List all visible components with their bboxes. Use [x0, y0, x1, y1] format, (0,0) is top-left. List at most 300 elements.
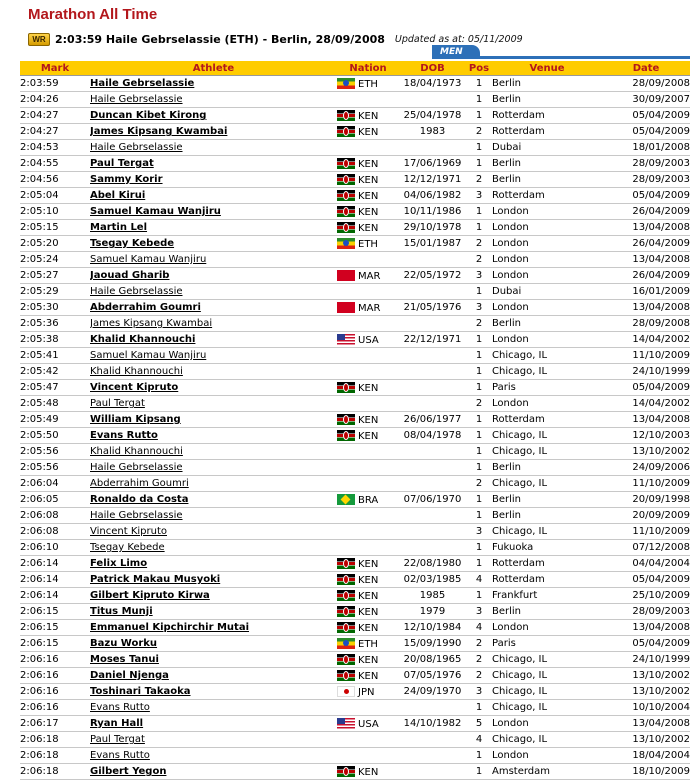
nation-cell	[337, 268, 399, 284]
nation-code: BRA	[358, 494, 379, 506]
mark-cell: 2:05:42	[20, 364, 90, 380]
flag-ken-icon	[337, 222, 355, 233]
dob-cell	[399, 508, 466, 524]
athlete-cell	[90, 716, 337, 732]
date-cell: 28/09/2003	[602, 156, 690, 172]
venue-cell: Amsterdam	[492, 764, 602, 780]
athlete-cell	[90, 460, 337, 476]
table-row	[20, 428, 690, 444]
dob-cell	[399, 444, 466, 460]
athlete-link[interactable]: Ronaldo da Costa	[90, 494, 189, 505]
flag-ken-icon	[337, 606, 355, 617]
mark-cell: 2:06:05	[20, 492, 90, 508]
athlete-link[interactable]: Gilbert Yegon	[90, 766, 167, 777]
pos-cell: 1	[466, 492, 492, 508]
mark-cell: 2:06:18	[20, 764, 90, 780]
header-athlete[interactable]: Athlete	[90, 61, 337, 76]
athlete-link[interactable]: Vincent Kipruto	[90, 526, 167, 537]
updated-date: Updated as at: 05/11/2009	[394, 33, 523, 45]
pos-cell: 1	[466, 588, 492, 604]
table-row	[20, 732, 690, 748]
mark-cell: 2:06:16	[20, 684, 90, 700]
dob-cell: 22/12/1971	[399, 332, 466, 348]
table-row	[20, 332, 690, 348]
athlete-cell	[90, 428, 337, 444]
athlete-link[interactable]: Patrick Makau Musyoki	[90, 574, 221, 585]
table-row	[20, 556, 690, 572]
flag-mar-icon	[337, 270, 355, 281]
athlete-link[interactable]: Abel Kirui	[90, 190, 146, 201]
date-cell: 13/10/2002	[602, 732, 690, 748]
athlete-cell	[90, 380, 337, 396]
flag-ken-icon	[337, 414, 355, 425]
venue-cell: London	[492, 396, 602, 412]
athlete-cell	[90, 108, 337, 124]
pos-cell: 1	[466, 508, 492, 524]
athlete-link[interactable]: Sammy Korir	[90, 174, 163, 185]
mark-cell: 2:05:56	[20, 444, 90, 460]
athlete-link[interactable]: Tsegay Kebede	[90, 238, 175, 249]
dob-cell: 18/04/1973	[399, 76, 466, 92]
table-row	[20, 620, 690, 636]
athlete-link[interactable]: Titus Munji	[90, 606, 153, 617]
date-cell: 11/10/2009	[602, 348, 690, 364]
table-row	[20, 460, 690, 476]
athlete-cell	[90, 508, 337, 524]
athlete-cell	[90, 140, 337, 156]
athlete-link[interactable]: Abderrahim Goumri	[90, 478, 189, 489]
table-row	[20, 220, 690, 236]
venue-cell: Berlin	[492, 76, 602, 92]
venue-cell: Chicago, IL	[492, 428, 602, 444]
flag-ken-icon	[337, 110, 355, 121]
nation-cell	[337, 524, 399, 540]
nation-code: KEN	[358, 670, 379, 682]
venue-cell: Dubai	[492, 284, 602, 300]
table-row	[20, 524, 690, 540]
athlete-cell	[90, 444, 337, 460]
dob-cell	[399, 252, 466, 268]
wr-badge-icon: WR	[28, 33, 50, 46]
pos-cell: 2	[466, 476, 492, 492]
athlete-link[interactable]: Haile Gebrselassie	[90, 462, 183, 473]
athlete-cell	[90, 476, 337, 492]
mark-cell: 2:05:36	[20, 316, 90, 332]
nation-code: KEN	[358, 558, 379, 570]
athlete-link[interactable]: Haile Gebrselassie	[90, 142, 183, 153]
venue-cell: Chicago, IL	[492, 732, 602, 748]
athlete-link[interactable]: Evans Rutto	[90, 750, 150, 761]
dob-cell: 1985	[399, 588, 466, 604]
athlete-link[interactable]: Martin Lel	[90, 222, 148, 233]
table-row	[20, 508, 690, 524]
table-row	[20, 172, 690, 188]
venue-cell: Rotterdam	[492, 556, 602, 572]
athlete-link[interactable]: Toshinari Takaoka	[90, 686, 191, 697]
dob-cell: 20/08/1965	[399, 652, 466, 668]
table-row	[20, 252, 690, 268]
dob-cell: 25/04/1978	[399, 108, 466, 124]
athlete-link[interactable]: Samuel Kamau Wanjiru	[90, 206, 221, 217]
table-row	[20, 396, 690, 412]
dob-cell: 07/06/1970	[399, 492, 466, 508]
venue-cell: Berlin	[492, 492, 602, 508]
pos-cell: 2	[466, 252, 492, 268]
nation-code: KEN	[358, 382, 379, 394]
athlete-cell	[90, 76, 337, 92]
nation-cell	[337, 76, 399, 92]
pos-cell: 1	[466, 556, 492, 572]
athlete-link[interactable]: Paul Tergat	[90, 734, 145, 745]
athlete-cell	[90, 316, 337, 332]
header-date[interactable]: Date	[602, 61, 690, 76]
date-cell: 11/10/2009	[602, 476, 690, 492]
dob-cell: 15/01/1987	[399, 236, 466, 252]
mark-cell: 2:06:16	[20, 652, 90, 668]
mark-cell: 2:04:26	[20, 92, 90, 108]
nation-cell	[337, 604, 399, 620]
pos-cell: 4	[466, 732, 492, 748]
flag-ken-icon	[337, 382, 355, 393]
date-cell: 13/04/2008	[602, 716, 690, 732]
date-cell: 25/10/2009	[602, 588, 690, 604]
mark-cell: 2:04:27	[20, 108, 90, 124]
athlete-link[interactable]: James Kipsang Kwambai	[90, 318, 213, 329]
athlete-link[interactable]: Gilbert Kipruto Kirwa	[90, 590, 210, 601]
table-row	[20, 636, 690, 652]
athlete-cell	[90, 396, 337, 412]
date-cell: 13/10/2002	[602, 684, 690, 700]
dob-cell: 24/09/1970	[399, 684, 466, 700]
mark-cell: 2:05:10	[20, 204, 90, 220]
pos-cell: 1	[466, 700, 492, 716]
date-cell: 18/04/2004	[602, 748, 690, 764]
nation-cell	[337, 556, 399, 572]
pos-cell: 1	[466, 220, 492, 236]
athlete-link[interactable]: Moses Tanui	[90, 654, 159, 665]
nation-cell	[337, 284, 399, 300]
athlete-cell	[90, 204, 337, 220]
flag-ken-icon	[337, 590, 355, 601]
dob-cell: 08/04/1978	[399, 428, 466, 444]
venue-cell: Dubai	[492, 140, 602, 156]
pos-cell: 1	[466, 460, 492, 476]
nation-code: KEN	[358, 622, 379, 634]
dob-cell	[399, 348, 466, 364]
mark-cell: 2:05:20	[20, 236, 90, 252]
pos-cell: 1	[466, 332, 492, 348]
flag-eth-icon	[337, 238, 355, 249]
nation-cell	[337, 332, 399, 348]
venue-cell: London	[492, 300, 602, 316]
athlete-link[interactable]: Haile Gebrselassie	[90, 510, 183, 521]
table-row	[20, 348, 690, 364]
date-cell: 13/10/2002	[602, 668, 690, 684]
athlete-link[interactable]: Paul Tergat	[90, 398, 145, 409]
nation-cell	[337, 156, 399, 172]
flag-mar-icon	[337, 302, 355, 313]
nation-cell	[337, 300, 399, 316]
pos-cell: 1	[466, 92, 492, 108]
pos-cell: 1	[466, 540, 492, 556]
athlete-cell	[90, 252, 337, 268]
pos-cell: 2	[466, 172, 492, 188]
table-row	[20, 604, 690, 620]
mark-cell: 2:04:55	[20, 156, 90, 172]
date-cell: 30/09/2007	[602, 92, 690, 108]
date-cell: 13/04/2008	[602, 300, 690, 316]
table-row	[20, 108, 690, 124]
table-row	[20, 476, 690, 492]
flag-ken-icon	[337, 670, 355, 681]
venue-cell: Paris	[492, 380, 602, 396]
pos-cell: 3	[466, 268, 492, 284]
nation-cell	[337, 572, 399, 588]
athlete-cell	[90, 348, 337, 364]
athlete-cell	[90, 268, 337, 284]
athlete-cell	[90, 668, 337, 684]
table-row	[20, 572, 690, 588]
pos-cell: 4	[466, 620, 492, 636]
header-mark[interactable]: Mark	[20, 61, 90, 76]
header-venue[interactable]: Venue	[492, 61, 602, 76]
mark-cell: 2:06:16	[20, 668, 90, 684]
athlete-link[interactable]: Samuel Kamau Wanjiru	[90, 350, 207, 361]
athlete-cell	[90, 620, 337, 636]
nation-code: ETH	[358, 638, 378, 650]
date-cell: 24/09/2006	[602, 460, 690, 476]
date-cell: 28/09/2008	[602, 316, 690, 332]
athlete-link[interactable]: Daniel Njenga	[90, 670, 169, 681]
athlete-link[interactable]: Tsegay Kebede	[90, 542, 165, 553]
pos-cell: 3	[466, 604, 492, 620]
dob-cell: 17/06/1969	[399, 156, 466, 172]
date-cell: 18/10/2009	[602, 764, 690, 780]
mark-cell: 2:05:50	[20, 428, 90, 444]
athlete-link[interactable]: Bazu Worku	[90, 638, 158, 649]
table-row	[20, 300, 690, 316]
pos-cell: 3	[466, 300, 492, 316]
venue-cell: Rotterdam	[492, 188, 602, 204]
date-cell: 28/09/2003	[602, 604, 690, 620]
athlete-link[interactable]: Ryan Hall	[90, 718, 144, 729]
athlete-cell	[90, 700, 337, 716]
athlete-cell	[90, 604, 337, 620]
athlete-link[interactable]: James Kipsang Kwambai	[90, 126, 228, 137]
flag-ken-icon	[337, 206, 355, 217]
date-cell: 14/04/2002	[602, 332, 690, 348]
dob-cell: 22/05/1972	[399, 268, 466, 284]
nation-code: KEN	[358, 206, 379, 218]
page-title: Marathon All Time	[28, 6, 158, 23]
athlete-link[interactable]: Samuel Kamau Wanjiru	[90, 254, 207, 265]
date-cell: 20/09/2009	[602, 508, 690, 524]
table-row	[20, 540, 690, 556]
athlete-link[interactable]: Khalid Khannouchi	[90, 366, 183, 377]
athlete-cell	[90, 188, 337, 204]
athlete-link[interactable]: Paul Tergat	[90, 158, 154, 169]
dob-cell	[399, 92, 466, 108]
nation-code: USA	[358, 334, 379, 346]
pos-cell: 3	[466, 188, 492, 204]
men-tab[interactable]	[432, 45, 690, 59]
dob-cell	[399, 764, 466, 780]
nation-cell	[337, 220, 399, 236]
athlete-cell	[90, 364, 337, 380]
athlete-link[interactable]: Haile Gebrselassie	[90, 286, 183, 297]
dob-cell: 12/10/1984	[399, 620, 466, 636]
mark-cell: 2:03:59	[20, 76, 90, 92]
venue-cell: Rotterdam	[492, 108, 602, 124]
athlete-link[interactable]: Evans Rutto	[90, 702, 150, 713]
venue-cell: London	[492, 332, 602, 348]
table-row	[20, 588, 690, 604]
nation-code: ETH	[358, 238, 378, 250]
venue-cell: Chicago, IL	[492, 364, 602, 380]
pos-cell: 2	[466, 396, 492, 412]
header-dob[interactable]: DOB	[399, 61, 466, 76]
venue-cell: London	[492, 620, 602, 636]
athlete-link[interactable]: Jaouad Gharib	[90, 270, 170, 281]
athlete-link[interactable]: Abderrahim Goumri	[90, 302, 201, 313]
athlete-cell	[90, 556, 337, 572]
venue-cell: Chicago, IL	[492, 524, 602, 540]
athlete-link[interactable]: Haile Gebrselassie	[90, 78, 195, 89]
table-row	[20, 668, 690, 684]
date-cell: 13/10/2002	[602, 444, 690, 460]
athlete-cell	[90, 732, 337, 748]
pos-cell: 4	[466, 572, 492, 588]
venue-cell: Berlin	[492, 508, 602, 524]
athlete-cell	[90, 124, 337, 140]
athlete-link[interactable]: Haile Gebrselassie	[90, 94, 183, 105]
dob-cell: 29/10/1978	[399, 220, 466, 236]
mark-cell: 2:06:17	[20, 716, 90, 732]
athlete-link[interactable]: Vincent Kipruto	[90, 382, 179, 393]
athlete-link[interactable]: Duncan Kibet Kirong	[90, 110, 207, 121]
flag-ken-icon	[337, 174, 355, 185]
table-row	[20, 92, 690, 108]
mark-cell: 2:05:04	[20, 188, 90, 204]
men-tab-label: MEN	[440, 47, 463, 57]
pos-cell: 1	[466, 412, 492, 428]
pos-cell: 1	[466, 364, 492, 380]
flag-ken-icon	[337, 558, 355, 569]
table-row	[20, 236, 690, 252]
nation-cell	[337, 140, 399, 156]
athlete-cell	[90, 332, 337, 348]
flag-ken-icon	[337, 574, 355, 585]
nation-cell	[337, 476, 399, 492]
mark-cell: 2:06:18	[20, 732, 90, 748]
nation-cell	[337, 380, 399, 396]
nation-cell	[337, 412, 399, 428]
venue-cell: Rotterdam	[492, 572, 602, 588]
date-cell: 05/04/2009	[602, 572, 690, 588]
pos-cell: 3	[466, 684, 492, 700]
nation-cell	[337, 540, 399, 556]
pos-cell: 1	[466, 108, 492, 124]
athlete-cell	[90, 748, 337, 764]
date-cell: 24/10/1999	[602, 364, 690, 380]
athlete-link[interactable]: William Kipsang	[90, 414, 181, 425]
nation-cell	[337, 588, 399, 604]
nation-code: KEN	[358, 590, 379, 602]
header-pos[interactable]: Pos	[466, 61, 492, 76]
flag-ken-icon	[337, 622, 355, 633]
header-nation[interactable]: Nation	[337, 61, 399, 76]
venue-cell: Chicago, IL	[492, 476, 602, 492]
athlete-cell	[90, 684, 337, 700]
mark-cell: 2:06:10	[20, 540, 90, 556]
mark-cell: 2:06:08	[20, 508, 90, 524]
flag-ken-icon	[337, 190, 355, 201]
pos-cell: 1	[466, 140, 492, 156]
dob-cell: 21/05/1976	[399, 300, 466, 316]
dob-cell	[399, 364, 466, 380]
dob-cell: 15/09/1990	[399, 636, 466, 652]
date-cell: 05/04/2009	[602, 188, 690, 204]
date-cell: 05/04/2009	[602, 108, 690, 124]
mark-cell: 2:05:38	[20, 332, 90, 348]
dob-cell: 07/05/1976	[399, 668, 466, 684]
date-cell: 12/10/2003	[602, 428, 690, 444]
venue-cell: Berlin	[492, 156, 602, 172]
pos-cell: 1	[466, 76, 492, 92]
athlete-cell	[90, 284, 337, 300]
nation-code: JPN	[358, 686, 375, 698]
nation-code: MAR	[358, 302, 381, 314]
mark-cell: 2:06:14	[20, 572, 90, 588]
flag-eth-icon	[337, 638, 355, 649]
athlete-link[interactable]: Felix Limo	[90, 558, 148, 569]
venue-cell: London	[492, 268, 602, 284]
date-cell: 28/09/2008	[602, 76, 690, 92]
athlete-link[interactable]: Emmanuel Kipchirchir Mutai	[90, 622, 250, 633]
dob-cell	[399, 460, 466, 476]
venue-cell: Berlin	[492, 604, 602, 620]
nation-code: KEN	[358, 222, 379, 234]
nation-code: KEN	[358, 414, 379, 426]
athlete-link[interactable]: Khalid Khannouchi	[90, 334, 196, 345]
table-row	[20, 204, 690, 220]
venue-cell: London	[492, 204, 602, 220]
athlete-cell	[90, 220, 337, 236]
venue-cell: London	[492, 748, 602, 764]
pos-cell: 5	[466, 716, 492, 732]
pos-cell: 3	[466, 524, 492, 540]
date-cell: 05/04/2009	[602, 636, 690, 652]
flag-usa-icon	[337, 718, 355, 729]
mark-cell: 2:06:15	[20, 604, 90, 620]
athlete-cell	[90, 572, 337, 588]
date-cell: 26/04/2009	[602, 268, 690, 284]
dob-cell	[399, 732, 466, 748]
table-header-row	[20, 61, 690, 76]
athlete-link[interactable]: Khalid Khannouchi	[90, 446, 183, 457]
table-row	[20, 124, 690, 140]
nation-cell	[337, 124, 399, 140]
nation-cell	[337, 492, 399, 508]
nation-cell	[337, 732, 399, 748]
venue-cell: Chicago, IL	[492, 700, 602, 716]
table-row	[20, 716, 690, 732]
table-row	[20, 364, 690, 380]
date-cell: 24/10/1999	[602, 652, 690, 668]
athlete-cell	[90, 492, 337, 508]
mark-cell: 2:05:29	[20, 284, 90, 300]
athlete-link[interactable]: Evans Rutto	[90, 430, 158, 441]
